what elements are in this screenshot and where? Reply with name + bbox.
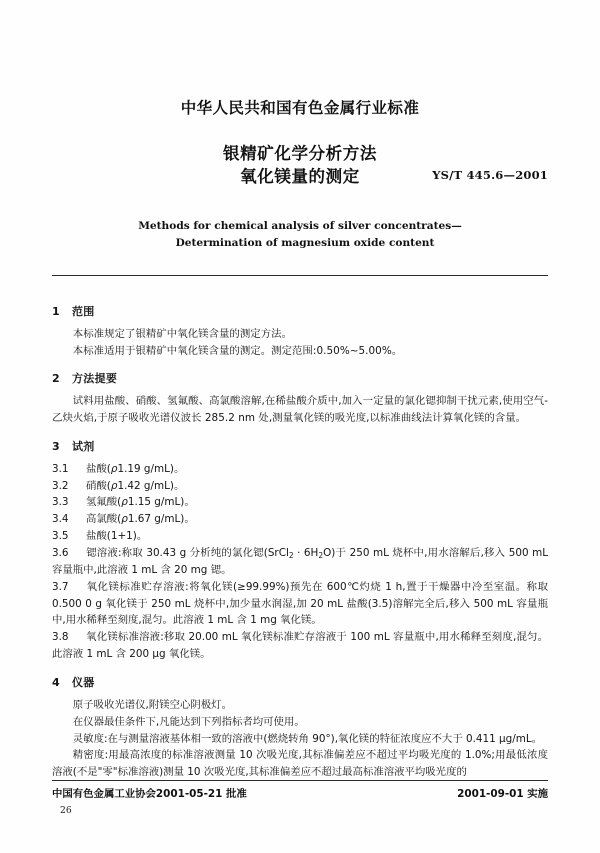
reagent-text-b: · 6H [293, 546, 319, 559]
subscript-2: 2 [318, 550, 324, 560]
section-title-2: 方法提要 [72, 372, 118, 386]
apparatus-paragraph-1: 原子吸收光谱仪,附镁空心阴极灯。 [72, 698, 232, 711]
section-heading-principle [52, 370, 548, 388]
subtitle-line-2: Determination of magnesium oxide content [175, 237, 435, 250]
document-body [0, 276, 600, 781]
section-heading-reagents [52, 438, 548, 456]
title-line-2: 氧化镁量的测定 [240, 167, 360, 187]
reagent-item [52, 461, 548, 478]
reagent-text-a: 锶溶液:称取 30.43 g 分析纯的氯化锶(SrCl [86, 546, 289, 559]
reagent-item-text-pre: 氢氟酸( [86, 496, 122, 509]
reagent-item-number: 3.7 [52, 580, 69, 593]
reagent-item-number: 3.1 [52, 462, 69, 475]
reagent-item-text: 氧化镁标准溶液:移取 20.00 mL 氧化镁标准贮存溶液于 100 mL 容量瓶中,用水稀释至刻度,混匀。此溶液 1 mL 含 200 μg 氧化镁。 [52, 631, 548, 661]
subscript-2: 2 [288, 550, 294, 560]
rho-symbol: ρ [110, 462, 118, 475]
section-heading-scope [52, 303, 548, 321]
reagent-item-text: 氧化镁标准贮存溶液:将氧化镁(≥99.99%)预先在 600℃灼烧 1 h,置于干燥器中冷至室温。称取 0.500 0 g 氧化镁于 250 mL 烧杯中,加少量水润湿,加 20 mL 盐酸(3.5)溶解完全后,移入 500 mL 容量瓶中,用水稀释至刻度,混匀。此溶液 1 mL 含 1 mg 氧化镁。 [52, 580, 548, 627]
reagent-item-mgo-stock [52, 579, 548, 630]
apparatus-precision: 精密度:用最高浓度的标准溶液测量 10 次吸光度,其标准偏差应不超过平均吸光度的 1.0%;用最低浓度溶液(不是"零"标准溶液)测量 10 次吸光度,其标准偏差应不超过最高标准溶液平均吸光度的 [52, 749, 548, 779]
reagent-item-text-post: 1.19 g/mL)。 [117, 462, 185, 475]
reagent-item-number: 3.4 [52, 513, 69, 526]
reagent-item-number: 3.6 [52, 546, 69, 559]
issuing-organization: 中华人民共和国有色金属行业标准 [180, 99, 420, 117]
document-footer [52, 785, 548, 800]
implementation-date: 2001-09-01 实施 [457, 788, 548, 800]
document-header [0, 0, 600, 253]
english-subtitle [0, 218, 600, 253]
principle-paragraph: 试料用盐酸、硝酸、氢氟酸、高氯酸溶解,在稀盐酸介质中,加入一定量的氯化锶抑制干扰元素,使用空气-乙炔火焰,于原子吸收光谱仪波长 285.2 nm 处,测量氧化镁的吸光度,以标准曲线法计算氧化镁的含量。 [52, 395, 548, 425]
reagent-item-strontium [52, 545, 548, 579]
reagent-item-number: 3.3 [52, 496, 69, 509]
standard-number: YS/T 445.6—2001 [432, 168, 548, 182]
reagent-item [52, 478, 548, 495]
approval-statement: 中国有色金属工业协会2001-05-21 批准 [52, 788, 247, 800]
reagent-item-number: 3.5 [52, 530, 69, 543]
footer-divider [52, 780, 548, 781]
reagent-item-number: 3.8 [52, 631, 69, 644]
title-row [0, 142, 600, 206]
reagent-text-c: O)于 250 mL 烧杯中,用水溶解后,移入 500 mL 容量瓶中,此溶液 1 mL 含 20 mg 锶。 [52, 546, 548, 576]
reagent-item-text-post: 1.42 g/mL)。 [117, 479, 185, 492]
reagent-item-number: 3.2 [52, 479, 69, 492]
rho-symbol: ρ [121, 513, 128, 526]
section-title-3: 试剂 [72, 439, 95, 453]
reagent-item [52, 511, 548, 528]
rho-symbol: ρ [110, 479, 118, 492]
title-line-1: 银精矿化学分析方法 [223, 144, 377, 163]
section-heading-apparatus [52, 674, 548, 692]
section-number-3: 3 [52, 439, 60, 453]
section-title-1: 范围 [72, 304, 95, 318]
reagent-item-text-pre: 盐酸(1+1)。 [86, 530, 148, 543]
section-title-4: 仪器 [72, 676, 95, 689]
reagent-item-text-pre: 盐酸( [86, 462, 111, 475]
reagent-item [52, 528, 548, 545]
apparatus-sensitivity: 灵敏度:在与测量溶液基体相一致的溶液中(燃烧转角 90°),氧化镁的特征浓度应不大于 0.411 μg/mL。 [72, 732, 543, 745]
reagent-item-text-pre: 高氯酸( [86, 513, 122, 526]
reagent-item [52, 494, 548, 511]
section-number-1: 1 [52, 304, 60, 318]
section-number-2: 2 [52, 372, 60, 386]
reagent-item-text-post: 1.67 g/mL)。 [127, 513, 195, 526]
scope-paragraph-2: 本标准适用于银精矿中氧化镁含量的测定。测定范围:0.50%~5.00%。 [72, 344, 403, 357]
reagent-item-text-post: 1.15 g/mL)。 [127, 496, 195, 509]
reagent-item-mgo-standard [52, 629, 548, 663]
reagent-item-text-pre: 硝酸( [86, 479, 111, 492]
scope-paragraph-1: 本标准规定了银精矿中氧化镁含量的测定方法。 [72, 327, 293, 340]
subtitle-line-1: Methods for chemical analysis of silver concentrates— [138, 220, 462, 232]
apparatus-paragraph-2: 在仪器最佳条件下,凡能达到下列指标者均可使用。 [72, 715, 305, 728]
section-number-4: 4 [52, 676, 60, 689]
page-number: 26 [60, 805, 72, 816]
rho-symbol: ρ [121, 496, 128, 509]
